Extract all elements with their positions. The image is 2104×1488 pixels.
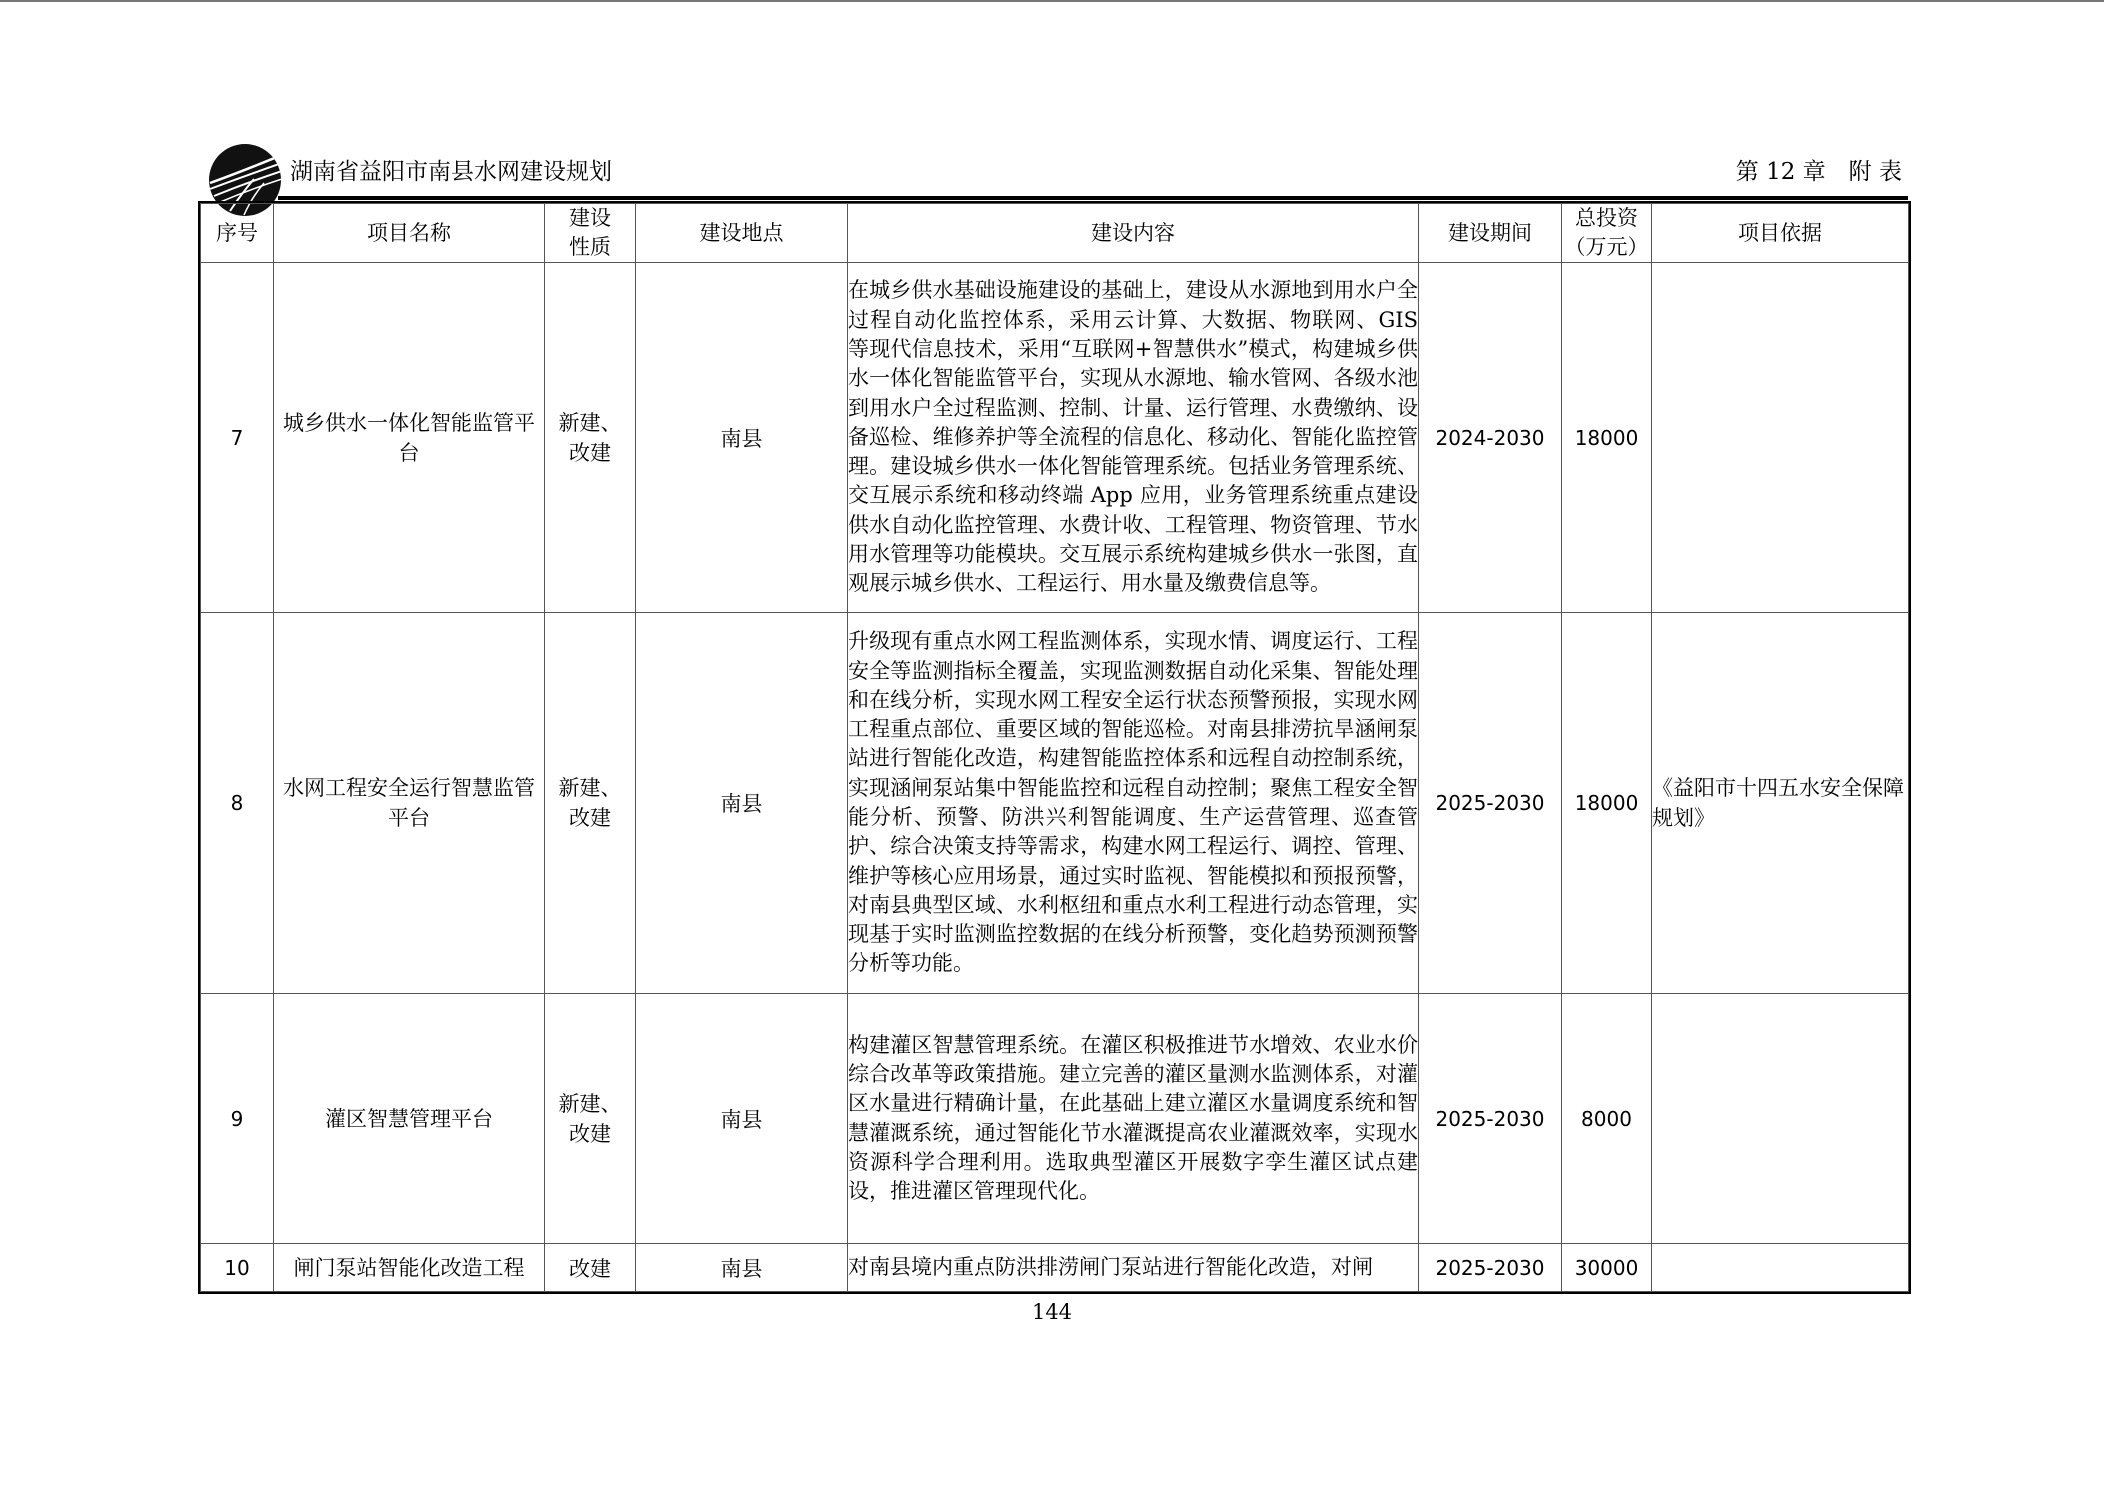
cell-name: 水网工程安全运行智慧监管平台	[274, 613, 545, 994]
col-header-investment-line2: （万元）	[1564, 235, 1649, 259]
cell-location: 南县	[636, 613, 848, 994]
cell-nature: 新建、改建	[545, 994, 636, 1244]
table-row	[201, 263, 1909, 613]
document-title: 湖南省益阳市南县水网建设规划	[290, 159, 612, 185]
cell-location: 南县	[636, 994, 848, 1244]
cell-seq: 9	[201, 994, 274, 1244]
page-top-border	[0, 0, 2104, 2]
header-rule	[278, 196, 1908, 200]
cell-nature: 新建、改建	[545, 613, 636, 994]
chapter-label: 第 12 章 附 表	[1735, 159, 1902, 185]
table-header-row	[201, 204, 1909, 263]
project-table	[200, 203, 1909, 1292]
cell-content: 对南县境内重点防洪排涝闸门泵站进行智能化改造，对闸	[848, 1244, 1419, 1292]
col-header-seq: 序号	[201, 204, 274, 263]
cell-content: 在城乡供水基础设施建设的基础上，建设从水源地到用水户全过程自动化监控体系，采用云计算、大数据、物联网、GIS 等现代信息技术，采用“互联网+智慧供水”模式，构建城乡供水一体化智能监管平台，实现从水源地、输水管网、各级水池到用水户全过程监测、控制、计量、运行管理、水费缴纳、设备巡检、维修养护等全流程的信息化、移动化、智能化监控管理。建设城乡供水一体化智能管理系统。包括业务管理系统、交互展示系统和移动终端 App 应用，业务管理系统重点建设供水自动化监控管理、水费计收、工程管理、物资管理、节水用水管理等功能模块。交互展示系统构建城乡供水一张图，直观展示城乡供水、工程运行、用水量及缴费信息等。	[848, 263, 1419, 613]
cell-investment: 18000	[1562, 613, 1652, 994]
page-header	[200, 140, 1908, 202]
cell-period: 2025-2030	[1419, 994, 1562, 1244]
cell-content: 构建灌区智慧管理系统。在灌区积极推进节水增效、农业水价综合改革等政策措施。建立完善的灌区量测水监测体系，对灌区水量进行精确计量，在此基础上建立灌区水量调度系统和智慧灌溉系统，通过智能化节水灌溉提高农业灌溉效率，实现水资源科学合理利用。选取典型灌区开展数字孪生灌区试点建设，推进灌区管理现代化。	[848, 994, 1419, 1244]
table-row	[201, 613, 1909, 994]
cell-name: 灌区智慧管理平台	[274, 994, 545, 1244]
col-header-investment	[1562, 204, 1652, 263]
cell-period: 2025-2030	[1419, 1244, 1562, 1292]
cell-content: 升级现有重点水网工程监测体系，实现水情、调度运行、工程安全等监测指标全覆盖，实现监测数据自动化采集、智能处理和在线分析，实现水网工程安全运行状态预警预报，实现水网工程重点部位、重要区域的智能巡检。对南县排涝抗旱涵闸泵站进行智能化改造，构建智能监控体系和远程自动控制系统，实现涵闸泵站集中智能监控和远程自动控制；聚焦工程安全智能分析、预警、防洪兴利智能调度、生产运营管理、巡查管护、综合决策支持等需求，构建水网工程运行、调控、管理、维护等核心应用场景，通过实时监视、智能模拟和预报预警，对南县典型区域、水利枢纽和重点水利工程进行动态管理，实现基于实时监测监控数据的在线分析预警，变化趋势预测预警分析等功能。	[848, 613, 1419, 994]
cell-period: 2025-2030	[1419, 613, 1562, 994]
col-header-name: 项目名称	[274, 204, 545, 263]
cell-basis	[1652, 994, 1909, 1244]
cell-name: 闸门泵站智能化改造工程	[274, 1244, 545, 1292]
cell-location: 南县	[636, 263, 848, 613]
col-header-nature	[545, 204, 636, 263]
col-header-location: 建设地点	[636, 204, 848, 263]
cell-seq: 10	[201, 1244, 274, 1292]
cell-period: 2024-2030	[1419, 263, 1562, 613]
cell-basis	[1652, 1244, 1909, 1292]
cell-basis	[1652, 263, 1909, 613]
col-header-content: 建设内容	[848, 204, 1419, 263]
cell-seq: 7	[201, 263, 274, 613]
col-header-nature-line2: 性质	[569, 235, 611, 259]
cell-name: 城乡供水一体化智能监管平台	[274, 263, 545, 613]
col-header-basis: 项目依据	[1652, 204, 1909, 263]
cell-investment: 18000	[1562, 263, 1652, 613]
col-header-investment-line1: 总投资	[1575, 206, 1638, 230]
cell-nature: 改建	[545, 1244, 636, 1292]
cell-basis: 《益阳市十四五水安全保障规划》	[1652, 613, 1909, 994]
page-number: 144	[1031, 1300, 1073, 1324]
cell-nature: 新建、改建	[545, 263, 636, 613]
cell-investment: 30000	[1562, 1244, 1652, 1292]
col-header-nature-line1: 建设	[569, 206, 611, 230]
col-header-period: 建设期间	[1419, 204, 1562, 263]
table-row	[201, 1244, 1909, 1292]
cell-investment: 8000	[1562, 994, 1652, 1244]
cell-location: 南县	[636, 1244, 848, 1292]
cell-seq: 8	[201, 613, 274, 994]
table-row	[201, 994, 1909, 1244]
